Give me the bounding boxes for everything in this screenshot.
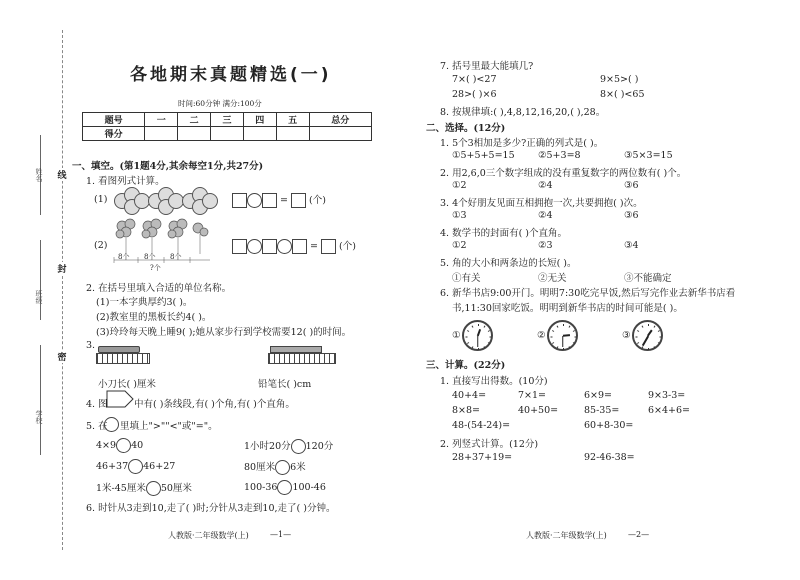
ruler-knife: [96, 353, 150, 364]
clock-icon[interactable]: [632, 320, 663, 351]
answer-box[interactable]: [232, 239, 247, 254]
q7-text: 7. 括号里最大能填几?: [440, 61, 534, 72]
clock-tick: [641, 346, 643, 348]
score-input-cell[interactable]: [145, 127, 178, 141]
q4-text-start: 4. 图: [86, 399, 108, 410]
score-cell: 得分: [83, 127, 145, 141]
cmp-row: [96, 480, 192, 496]
q6-text: 6. 时针从3走到10,走了( )时;分针从3走到10,走了( )分钟。: [86, 503, 336, 514]
choice-1-text: 1. 5个3相加是多少?正确的列式是( )。: [440, 138, 604, 149]
clock-tick: [487, 330, 489, 332]
right-page-number: —2—: [628, 530, 650, 539]
choice-option[interactable]: ③6: [624, 180, 639, 191]
q5-sample-circle: [104, 417, 119, 432]
cmp-circle[interactable]: [146, 481, 161, 496]
choice-option[interactable]: ②4: [538, 210, 553, 221]
choice-3-text: 3. 4个好朋友见面互相拥抱一次,共要拥抱( )次。: [440, 198, 643, 209]
clock-tick: [653, 325, 655, 327]
score-input-cell[interactable]: [178, 127, 211, 141]
cmp-row: [96, 438, 143, 453]
choice-option[interactable]: ①2: [452, 240, 467, 251]
score-table: [82, 112, 372, 141]
choice-option[interactable]: ③5×3=15: [624, 150, 673, 161]
clock-tick: [466, 330, 468, 332]
choice-option[interactable]: ③6: [624, 210, 639, 221]
clock-option-label[interactable]: ①: [452, 330, 461, 341]
calc-item: 60+8-30=: [584, 420, 634, 431]
answer-box[interactable]: [321, 239, 336, 254]
q8-text: 8. 按规律填:( ),4,8,12,16,20,( ),28。: [440, 107, 606, 118]
q2-3-text: (3)玲玲每天晚上睡9( );她从家步行到学校需要12( )的时间。: [96, 327, 352, 338]
q1b-unit: (个): [339, 241, 356, 252]
clock-tick: [556, 325, 558, 327]
calc-item: 6×9=: [584, 390, 613, 401]
score-table-score-row: [83, 127, 372, 141]
clock-tick: [574, 336, 576, 337]
cmp-right: 120分: [305, 441, 334, 452]
clock-tick: [556, 346, 558, 348]
school-label: 学校: [35, 410, 43, 424]
score-input-cell[interactable]: [211, 127, 244, 141]
choice-option[interactable]: ②无关: [538, 273, 567, 284]
cmp-left: 80厘米: [244, 462, 276, 473]
score-input-cell[interactable]: [276, 127, 309, 141]
q1b-label: (2): [94, 240, 108, 251]
operator-circle[interactable]: [277, 239, 292, 254]
balloon-total-label: ?个: [150, 264, 161, 272]
score-cell: 五: [276, 113, 309, 127]
clock-tick: [641, 325, 643, 327]
clock-tick: [483, 325, 485, 327]
clock-tick: [489, 336, 491, 337]
answer-box[interactable]: [292, 239, 307, 254]
calc-item: 85-35=: [584, 405, 620, 416]
clock-tick: [657, 342, 659, 344]
choice-option[interactable]: ①2: [452, 180, 467, 191]
score-table-header-row: [83, 113, 372, 127]
calc-item: 9×3-3=: [648, 390, 686, 401]
choice-option[interactable]: ③4: [624, 240, 639, 251]
q2-1-text: (1)一本字典厚约3( )。: [96, 297, 193, 308]
cmp-circle[interactable]: [128, 459, 143, 474]
binding-char-seal: 封: [56, 262, 68, 275]
class-label: 班级: [35, 290, 43, 304]
vertical-calc-item: 28+37+19=: [452, 452, 513, 463]
cmp-right: 50厘米: [160, 483, 192, 494]
calc-item: 8×8=: [452, 405, 481, 416]
choice-option[interactable]: ③不能确定: [624, 273, 672, 284]
q2-text: 2. 在括号里填入合适的单位名称。: [86, 283, 232, 294]
q3-number: 3.: [86, 340, 96, 351]
clock-tick: [659, 336, 661, 337]
clock-tick: [551, 330, 553, 332]
cmp-right: 40: [131, 440, 144, 451]
q5-text-start: 5. 在: [86, 421, 108, 432]
clock-tick: [478, 324, 479, 326]
answer-box[interactable]: [262, 193, 277, 208]
choice-option[interactable]: ①5+5+5=15: [452, 150, 515, 161]
score-cell: 四: [243, 113, 276, 127]
pentagon-shape: [106, 390, 134, 408]
cmp-row: [244, 480, 326, 495]
binding-char-secret: 密: [56, 350, 68, 363]
cmp-right: 46+27: [143, 461, 176, 472]
clock-option-label[interactable]: ③: [622, 330, 631, 341]
q1b-answer-row: = (个): [232, 238, 356, 254]
class-field-line: [40, 240, 42, 320]
clock-tick: [653, 346, 655, 348]
choice-option[interactable]: ②3: [538, 240, 553, 251]
clock-tick: [478, 348, 479, 350]
q1-text: 1. 看图列式计算。: [86, 176, 165, 187]
clock-tick: [563, 324, 564, 326]
cmp-left: 1米-45厘米: [96, 483, 146, 494]
choice-option[interactable]: ②4: [538, 180, 553, 191]
score-input-cell[interactable]: [243, 127, 276, 141]
q7-item: 7×( )<27: [452, 74, 497, 85]
score-cell: 总分: [309, 113, 371, 127]
right-footer: 人教版·二年级数学(上): [526, 531, 607, 540]
cmp-circle[interactable]: [277, 480, 292, 495]
cmp-row: [244, 438, 333, 454]
cmp-left: 100-36: [244, 482, 278, 493]
operator-circle[interactable]: [247, 239, 262, 254]
choice-2-text: 2. 用2,6,0三个数字组成的没有重复数字的两位数有( )个。: [440, 168, 687, 179]
exam-time-info: 时间:60分钟 满分:100分: [178, 99, 262, 108]
school-field-line: [40, 345, 42, 455]
ruler-pencil: [268, 353, 336, 364]
clock-tick: [465, 336, 467, 337]
clock-tick: [572, 330, 574, 332]
left-page-number: —1—: [270, 530, 292, 539]
cmp-circle[interactable]: [291, 439, 306, 454]
clock-tick: [568, 325, 570, 327]
clock-tick: [466, 342, 468, 344]
q4-text-end: 中有( )条线段,有( )个角,有( )个直角。: [134, 399, 295, 410]
cmp-row: [96, 459, 175, 474]
section-1-heading: 一、填空。(第1题4分,其余每空1分,共27分): [72, 161, 264, 172]
clock-option-label[interactable]: ②: [537, 330, 546, 341]
clock-tick: [636, 342, 638, 344]
score-input-cell[interactable]: [309, 127, 371, 141]
name-label: 姓名: [35, 168, 43, 182]
q2-2-text: (2)教室里的黑板长约4( )。: [96, 312, 212, 323]
balloon-group-label: 8个: [118, 253, 130, 261]
section-2-heading: 二、选择。(12分): [426, 123, 506, 134]
pencil-picture: [270, 346, 322, 353]
q3-knife-text: 小刀长( )厘米: [98, 379, 156, 390]
cmp-right: 6米: [290, 462, 306, 473]
choice-6-text-line1: 6. 新华书店9:00开门。明明7:30吃完早饭,然后写完作业去新华书店看: [440, 288, 736, 299]
binding-char-line: 线: [56, 168, 68, 181]
calc-item: 7×1=: [518, 390, 547, 401]
clock-tick: [572, 342, 574, 344]
clock-tick: [563, 348, 564, 350]
answer-box[interactable]: [262, 239, 277, 254]
cmp-row: [244, 459, 306, 475]
score-cell: 一: [145, 113, 178, 127]
clock-tick: [483, 346, 485, 348]
clock-tick: [635, 336, 637, 337]
choice-5-text: 5. 角的大小和两条边的长短( )。: [440, 258, 577, 269]
calc-item: 40+4=: [452, 390, 487, 401]
section-3-heading: 三、计算。(22分): [426, 360, 506, 371]
choice-6-text-line2: 书,11:30回家吃饭。明明到新华书店的时间可能是( )。: [452, 303, 683, 314]
calc-item: 48-(54-24)=: [452, 420, 511, 431]
clock-tick: [648, 348, 649, 350]
score-cell: 三: [211, 113, 244, 127]
score-cell: 二: [178, 113, 211, 127]
cmp-left: 1小时20分: [244, 441, 291, 452]
calc-2-text: 2. 列竖式计算。(12分): [440, 439, 539, 450]
vertical-calc-item: 92-46-38=: [584, 452, 635, 463]
q1a-unit: (个): [309, 195, 326, 206]
clock-icon[interactable]: [547, 320, 578, 351]
q7-item: 8×( )<65: [600, 89, 645, 100]
operator-circle[interactable]: [247, 193, 262, 208]
q3-pencil-text: 铅笔长( )cm: [258, 379, 312, 390]
balloon-group-label: 8个: [170, 253, 182, 261]
clock-tick: [471, 346, 473, 348]
clock-tick: [551, 342, 553, 344]
choice-option[interactable]: ①有关: [452, 273, 481, 284]
cmp-circle[interactable]: [116, 438, 131, 453]
balloon-group-label: 8个: [144, 253, 156, 261]
score-cell: 题号: [83, 113, 145, 127]
answer-box[interactable]: [291, 193, 306, 208]
clock-tick: [648, 324, 649, 326]
q7-item: 9×5>( ): [600, 74, 639, 85]
cmp-left: 46+37: [96, 461, 129, 472]
cmp-right: 100-46: [292, 482, 326, 493]
choice-option[interactable]: ②5+3=8: [538, 150, 581, 161]
knife-picture: [98, 346, 140, 353]
q1a-answer-row: = (个): [232, 192, 326, 208]
binding-margin: [0, 0, 72, 580]
clock-icon[interactable]: [462, 320, 493, 351]
cmp-left: 4×9: [96, 440, 117, 451]
calc-1-text: 1. 直接写出得数。(10分): [440, 376, 548, 387]
answer-box[interactable]: [232, 193, 247, 208]
cmp-circle[interactable]: [275, 460, 290, 475]
q7-item: 28>( )×6: [452, 89, 497, 100]
q1a-label: (1): [94, 194, 108, 205]
calc-item: 40+50=: [518, 405, 559, 416]
clock-tick: [568, 346, 570, 348]
clock-tick: [636, 330, 638, 332]
choice-4-text: 4. 数学书的封面有( )个直角。: [440, 228, 568, 239]
clock-tick: [550, 336, 552, 337]
balloon-picture: [112, 218, 212, 276]
flower-picture: [114, 187, 214, 213]
binding-dashed-line: [62, 30, 64, 550]
calc-item: 6×4+6=: [648, 405, 691, 416]
page-title: 各地期末真题精选(一): [130, 65, 332, 85]
clock-tick: [471, 325, 473, 327]
q5-text-end: 里填上">""<"或"="。: [120, 421, 218, 432]
clock-tick: [487, 342, 489, 344]
choice-option[interactable]: ①3: [452, 210, 467, 221]
clock-tick: [657, 330, 659, 332]
left-footer: 人教版·二年级数学(上): [168, 531, 249, 540]
